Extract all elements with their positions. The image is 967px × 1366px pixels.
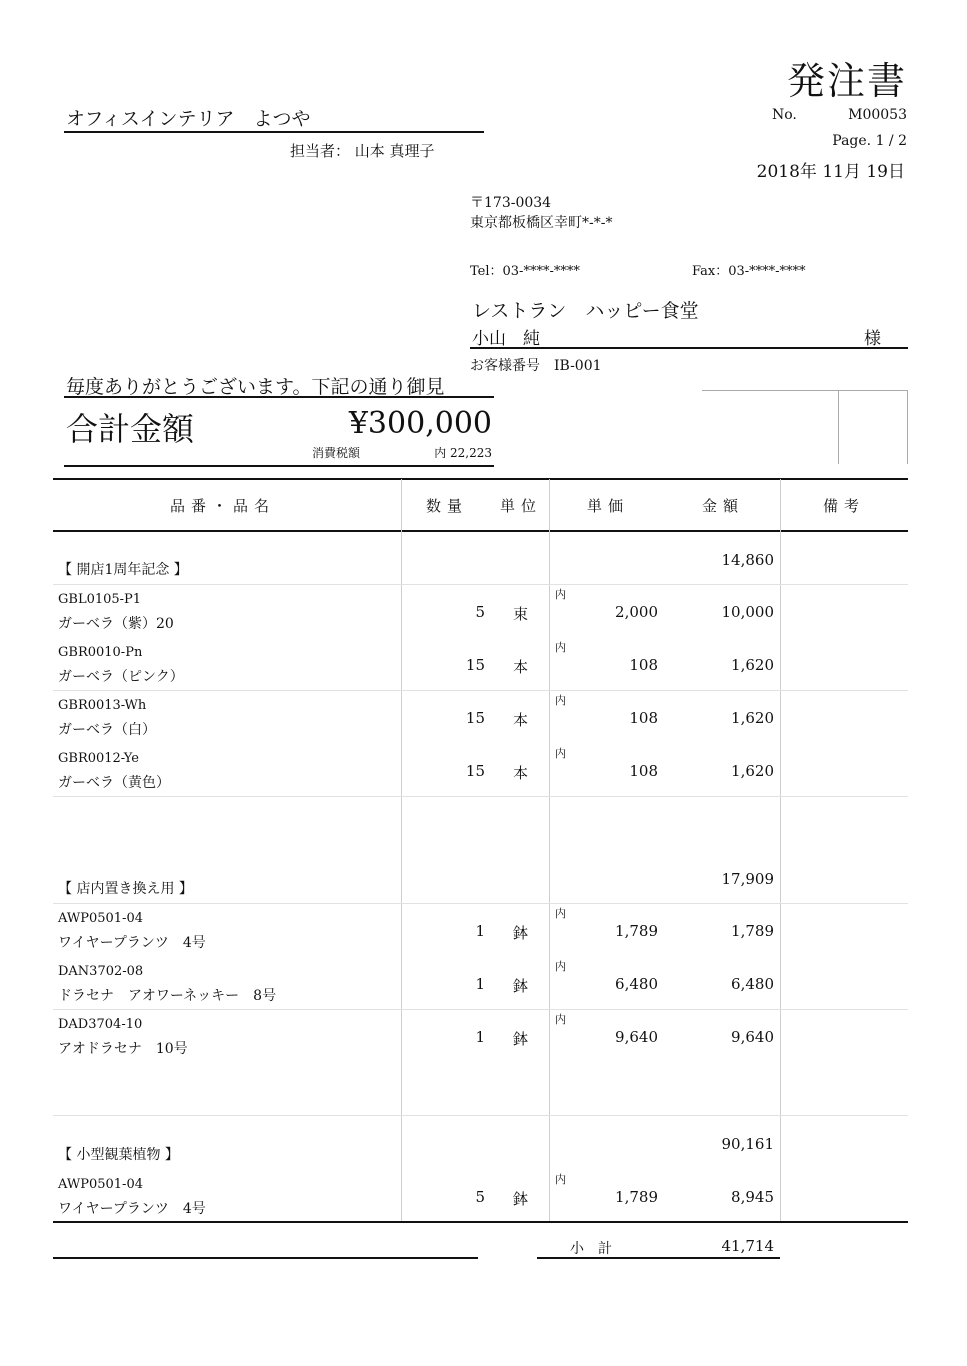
header-qty: 数量 bbox=[426, 497, 469, 515]
item-code: GBR0012-Ye bbox=[58, 751, 139, 766]
item-qty: 1 bbox=[475, 1028, 485, 1046]
item-code: DAD3704-10 bbox=[58, 1017, 143, 1032]
total-value: ¥300,000 bbox=[348, 406, 492, 441]
item-qty: 5 bbox=[475, 1188, 485, 1206]
item-name: ガーベラ（紫）20 bbox=[58, 616, 174, 632]
stamp-box-top bbox=[702, 390, 908, 391]
document-number-label: No. bbox=[772, 107, 797, 123]
tax-included-flag: 内 bbox=[555, 907, 566, 920]
item-code: GBL0105-P1 bbox=[58, 592, 142, 607]
tax-included-flag: 内 bbox=[555, 1173, 566, 1186]
table-bottom-border bbox=[53, 1221, 908, 1223]
row-divider bbox=[53, 584, 908, 585]
greeting-underline bbox=[64, 396, 494, 398]
item-unit: 本 bbox=[513, 711, 529, 729]
telephone: Tel：03-****-**** bbox=[470, 264, 580, 279]
customer-number: お客様番号 IB-001 bbox=[470, 358, 602, 374]
row-divider bbox=[53, 1009, 908, 1010]
tax-value: 内 22,223 bbox=[434, 446, 492, 460]
item-qty: 15 bbox=[465, 656, 485, 674]
item-name: ガーベラ（黄色） bbox=[58, 775, 170, 791]
customer-underline bbox=[470, 347, 908, 349]
item-amount: 1,620 bbox=[731, 656, 774, 674]
row-divider bbox=[53, 903, 908, 904]
tax-included-flag: 内 bbox=[555, 694, 566, 707]
item-price: 108 bbox=[629, 709, 658, 727]
item-qty: 15 bbox=[465, 709, 485, 727]
document-date: 2018年 11月 19日 bbox=[756, 162, 905, 182]
item-unit: 本 bbox=[513, 764, 529, 782]
tax-label: 消費税額 bbox=[312, 446, 361, 460]
supplier-underline bbox=[64, 131, 484, 133]
item-qty: 1 bbox=[475, 975, 485, 993]
item-code: GBR0010-Pn bbox=[58, 645, 143, 660]
customer-honorific: 様 bbox=[864, 329, 881, 349]
column-divider bbox=[401, 479, 402, 1222]
section-title: 【 開店1周年記念 】 bbox=[58, 562, 188, 578]
document-number: M00053 bbox=[848, 107, 907, 123]
subtotal-underline bbox=[537, 1257, 780, 1259]
item-name: ドラセナ アオワーネッキー 8号 bbox=[58, 988, 277, 1004]
section-amount: 17,909 bbox=[721, 870, 774, 888]
item-code: DAN3702-08 bbox=[58, 964, 144, 979]
section-amount: 90,161 bbox=[721, 1135, 774, 1153]
postal-code: 〒173-0034 bbox=[470, 195, 552, 211]
item-amount: 1,620 bbox=[731, 762, 774, 780]
section-title: 【 店内置き換え用 】 bbox=[58, 881, 193, 897]
supplier-name: オフィスインテリア よつや bbox=[66, 108, 311, 130]
fax: Fax：03-****-**** bbox=[692, 264, 806, 279]
header-unit: 単位 bbox=[500, 497, 543, 515]
item-price: 9,640 bbox=[615, 1028, 658, 1046]
tax-included-flag: 内 bbox=[555, 641, 566, 654]
item-amount: 6,480 bbox=[731, 975, 774, 993]
item-unit: 本 bbox=[513, 658, 529, 676]
tax-included-flag: 内 bbox=[555, 960, 566, 973]
item-unit: 鉢 bbox=[513, 977, 529, 995]
column-divider bbox=[780, 479, 781, 1222]
item-price: 1,789 bbox=[615, 922, 658, 940]
customer-person: 小山 純 bbox=[472, 329, 540, 349]
page-number: Page. 1 / 2 bbox=[832, 133, 907, 149]
item-name: ガーベラ（ピンク） bbox=[58, 669, 184, 685]
item-qty: 5 bbox=[475, 603, 485, 621]
subtotal-label: 小 計 bbox=[570, 1241, 612, 1257]
item-qty: 15 bbox=[465, 762, 485, 780]
item-amount: 1,789 bbox=[731, 922, 774, 940]
item-unit: 鉢 bbox=[513, 1030, 529, 1048]
item-price: 2,000 bbox=[615, 603, 658, 621]
document-title: 発注書 bbox=[786, 59, 907, 103]
signature-line bbox=[53, 1257, 478, 1259]
item-code: AWP0501-04 bbox=[58, 1177, 143, 1192]
item-name: ワイヤープランツ 4号 bbox=[58, 935, 206, 951]
item-amount: 8,945 bbox=[731, 1188, 774, 1206]
item-amount: 1,620 bbox=[731, 709, 774, 727]
row-divider bbox=[53, 1115, 908, 1116]
item-unit: 鉢 bbox=[513, 924, 529, 942]
header-price: 単価 bbox=[587, 497, 630, 515]
header-amount: 金額 bbox=[702, 497, 745, 515]
staff-name: 担当者： 山本 真理子 bbox=[290, 142, 435, 160]
item-price: 1,789 bbox=[615, 1188, 658, 1206]
item-amount: 10,000 bbox=[721, 603, 774, 621]
row-divider bbox=[53, 796, 908, 797]
tax-included-flag: 内 bbox=[555, 747, 566, 760]
section-title: 【 小型観葉植物 】 bbox=[58, 1147, 179, 1163]
item-amount: 9,640 bbox=[731, 1028, 774, 1046]
tax-included-flag: 内 bbox=[555, 1013, 566, 1026]
item-name: ワイヤープランツ 4号 bbox=[58, 1201, 206, 1217]
item-price: 108 bbox=[629, 762, 658, 780]
item-name: アオドラセナ 10号 bbox=[58, 1041, 188, 1057]
stamp-box-divider bbox=[838, 390, 839, 464]
item-price: 6,480 bbox=[615, 975, 658, 993]
tax-included-flag: 内 bbox=[555, 588, 566, 601]
customer-company: レストラン ハッピー食堂 bbox=[472, 300, 699, 322]
subtotal-value: 41,714 bbox=[721, 1237, 774, 1255]
address: 東京都板橋区幸町*-*-* bbox=[470, 215, 613, 231]
item-name: ガーベラ（白） bbox=[58, 722, 156, 738]
total-underline bbox=[64, 465, 494, 467]
total-label: 合計金額 bbox=[66, 410, 195, 448]
header-item: 品番・品名 bbox=[170, 497, 276, 515]
greeting-text: 毎度ありがとうございます。下記の通り御見 bbox=[66, 376, 445, 398]
item-unit: 鉢 bbox=[513, 1190, 529, 1208]
item-price: 108 bbox=[629, 656, 658, 674]
item-code: GBR0013-Wh bbox=[58, 698, 147, 713]
item-unit: 束 bbox=[513, 605, 529, 623]
item-code: AWP0501-04 bbox=[58, 911, 143, 926]
stamp-box-edge bbox=[907, 390, 908, 464]
section-amount: 14,860 bbox=[721, 551, 774, 569]
header-remarks: 備考 bbox=[823, 497, 866, 515]
item-qty: 1 bbox=[475, 922, 485, 940]
column-divider bbox=[549, 479, 550, 1222]
row-divider bbox=[53, 690, 908, 691]
